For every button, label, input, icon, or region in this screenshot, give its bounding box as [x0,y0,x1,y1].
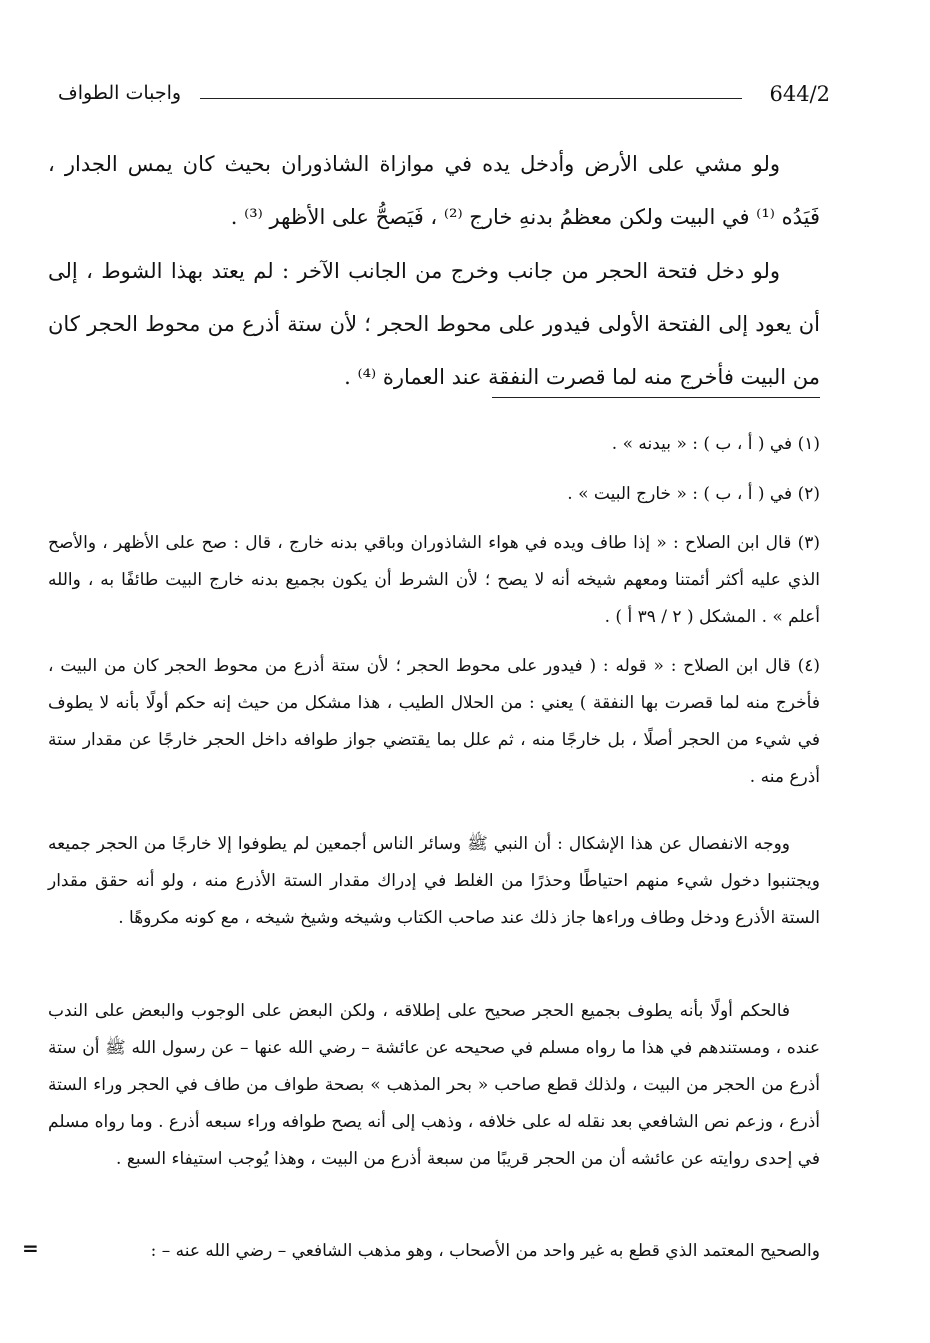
continuation-mark: = [22,1236,39,1260]
footnote-4 [48,648,820,796]
footnote-1 [48,426,820,463]
footnote-text: (٣) قال ابن الصلاح : « إذا طاف ويده في هواء الشاذوران وباقي بدنه خارج ، قال : صح على الأظهر ، والأصح الذي عليه أكثر أئمتنا ومعهم شيخه أنه لا يصح ؛ لأن الشرط أن يكون بجميع بدنه خارج البيت طائفًا به ، والله أعلم » . المشكل ( ٢ / ٣٩ أ ) . [48,533,820,627]
running-title: واجبات الطواف [58,82,182,104]
footnote-text: والصحيح المعتمد الذي قطع به غير واحد من الأصحاب ، وهو مذهب الشافعي – رضي الله عنه – : [150,1241,820,1261]
footnote-3 [48,525,820,636]
footnote-text: (٤) قال ابن الصلاح : « قوله : ( فيدور على محوط الحجر ؛ لأن ستة أذرع من محوط الحجر كان من البيت ، فأخرج منه لما قصرت بها النفقة ) يعني : من الحلال الطيب ، هذا مشكل من حيث إنه حكم أولًا بأنه لا يطوف في شيء من الحجر أصلًا ، بل خارجًا منه ، ثم علل بما يقتضي جواز طوافه داخل الحجر خارجًا عن مقدار ستة أذرع منه . [48,656,820,787]
footnote-4-continued-a [48,826,820,937]
footnote-4-continued-b [48,993,820,1178]
footnote-text: (١) في ( أ ، ب ) : « بيدنه » . [611,434,820,454]
footnote-text: فالحكم أولًا بأنه يطوف بجميع الحجر صحيح على إطلاقه ، ولكن البعض على الوجوب والبعض على الندب عنده ، ومستندهم في هذا ما رواه مسلم في صحيحه عن عائشة – رضي الله عنها – عن رسول الله ﷺ أن ستة أذرع من الحجر من البيت ، ولذلك قطع صاحب « بحر المذهب » بصحة طواف من طاف في الحجر وراء الستة أذرع ، وزعم نص الشافعي بعد نقله له على خلافه ، وذهب إلى أنه يصح طوافه وراء سبعه أذرع . وما رواه مسلم في إحدى روايته عن عائشه أن من الحجر قريبًا من سبعة أذرع من البيت ، وهذا يُوجب استيفاء السبع . [48,1001,820,1169]
body-paragraph-2 [48,245,820,404]
header-rule [200,98,742,99]
page-header [40,82,830,116]
footnote-separator [492,397,820,398]
paragraph-text: ولو مشي على الأرض وأدخل يده في موازاة الشاذوران بحيث كان يمس الجدار ، فَيَدُه ⁽¹⁾ في البيت ولكن معظمُ بدنهِ خارج ⁽²⁾ ، فَيَصحُّ على الأظهر ⁽³⁾ . [48,152,820,229]
footnote-text: (٢) في ( أ ، ب ) : « خارج البيت » . [567,484,820,504]
footnote-2 [48,476,820,513]
body-paragraph-1 [48,138,820,244]
footnote-text: ووجه الانفصال عن هذا الإشكال : أن النبي ﷺ وسائر الناس أجمعين لم يطوفوا إلا خارجًا من الحجر جميعه ويجتنبوا دخول شيء منهم احتياطًا وحذرًا من الغلط في إدراك مقدار الستة الأذرع منه ، ولو أنه حقق مقدار الستة الأذرع ودخل وطاف وراءها جاز ذلك عند صاحب الكتاب وشيخه وشيخ شيخه ، مع كونه مكروهًا . [48,834,820,928]
page-number: 644/2 [769,82,830,106]
footnote-4-continued-c [48,1233,820,1270]
paragraph-text: ولو دخل فتحة الحجر من جانب وخرج من الجانب الآخر : لم يعتد بهذا الشوط ، إلى أن يعود إلى الفتحة الأولى فيدور على محوط الحجر ؛ لأن ستة أذرع من محوط الحجر كان من البيت فأخرج منه لما قصرت النفقة عند العمارة ⁽⁴⁾ . [48,259,820,389]
